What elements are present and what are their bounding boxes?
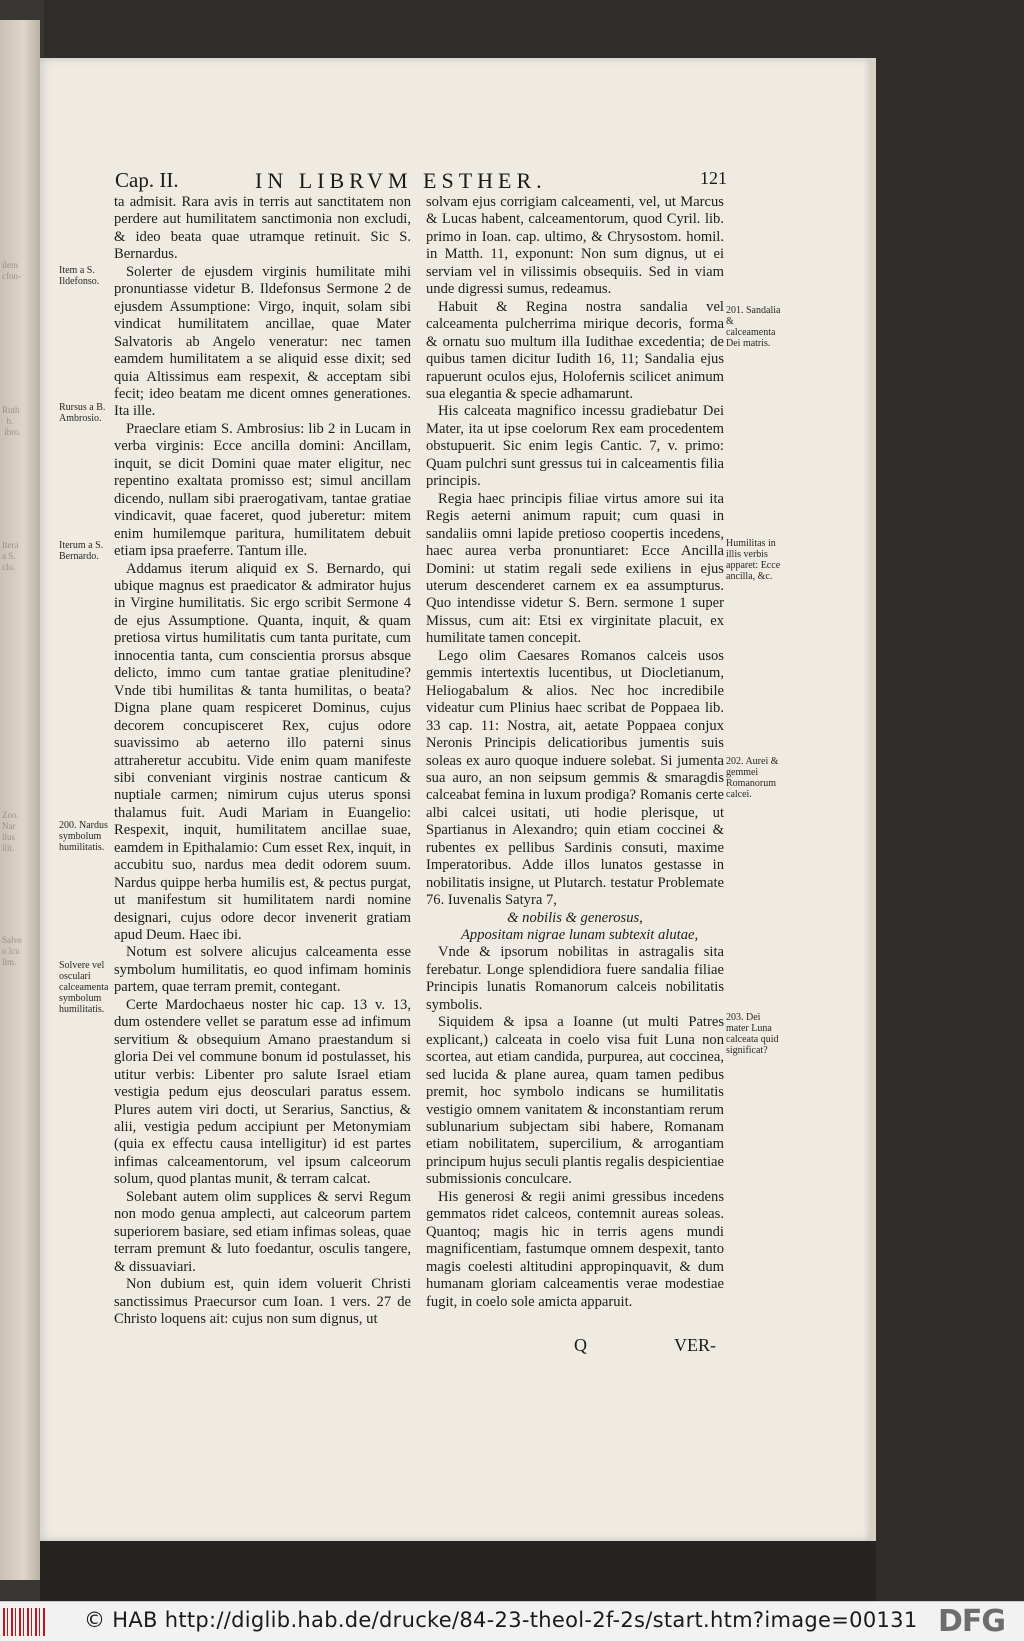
paragraph: Non dubium est, quin idem voluerit Christi sanctissimus Praecursor cum Ioan. 1 vers. 27 de Christo loquens ait: cujus non sum dignus, ut bbox=[114, 1276, 411, 1327]
margin-note: Humilitas in illis verbis apparet: Ecce ancilla, &c. bbox=[726, 538, 781, 582]
paragraph: Habuit & Regina nostra sandalia vel calceamenta pulcherrima mirique decoris, forma & ornatu suo multum illa Iudithae excedentia; de quibus tamen dicitur Iudith 16, 11; Sandalia ejus rapuerunt oculos ejus, Holofernis scilicet animum sua elegantia & specie adhamarunt. bbox=[426, 298, 724, 402]
chapter-label: Cap. II. bbox=[115, 168, 179, 192]
book-title: IN LIBRVM ESTHER. bbox=[255, 168, 547, 193]
paragraph: Vnde & ipsorum nobilitas in astragalis sita ferebatur. Longe splendidiora fuere sandalia filiae Principis lunatis Romanorum calceis nobilitatis symbolis. bbox=[426, 944, 724, 1013]
paragraph: Solerter de ejusdem virginis humilitate mihi pronuntiasse videtur B. Ildefonsus Sermone 2 de ejusdem Assumptione: Virgo, inquit, solam sibi vindicat humilitatem ancillae, quae Mater Salvatoris ab Angelo veneratur: nec tamen eamdem humilitatem a se aliquid esse dixit; sed quia Altissimus eam respexit, & acceptam sibi fecit; ideo beatam me dicent omnes generationes. Ita ille. bbox=[114, 263, 411, 420]
signature-mark: Q bbox=[574, 1335, 587, 1355]
paragraph: Certe Mardochaeus noster hic cap. 13 v. 13, dum ostendere vellet se paratum esse ad infimum servitium & obsequium Amano praestandum si gloria Dei vel commune bonum id postulasset, his utitur verbis: Libenter pro salute Israel etiam vestigia pedum ejus deosculari paratus essem. Plures autem viri docti, ut Serarius, Sanctius, & alii, vestigia pedum accipiunt per Metonymiam (quia ex effectu causa intelligitur) id est partes infimas calceamentorum, vel ipsum calceorum solum, quod plantas munit, & terram calcat. bbox=[114, 996, 411, 1188]
running-header bbox=[0, 168, 1024, 194]
right-text-column bbox=[426, 194, 724, 1311]
margin-note: Iterum a S. Bernardo. bbox=[59, 540, 104, 562]
catchword: VER- bbox=[674, 1335, 716, 1355]
margin-note: Item a S. Ildefonso. bbox=[59, 265, 100, 287]
paragraph: Regia haec principis filiae virtus amore sui ita Regis aeterni animum rapuit; cum quasi in sandaliis omni lapide pretioso coopertis incedens, haec aurea verba pronuntiaret: Ecce Ancilla Domini: ut statim regali sede exiliens in ejus uterum descenderet carnem ex ea assumpturus. Quo intendisse videtur S. Bern. sermone 1 super Missus, cum ait: Etsi ex virginitate placuit, ex humilitate tamen concepit. bbox=[426, 490, 724, 647]
paragraph: solvam ejus corrigiam calceamenti, vel, ut Marcus & Lucas habent, calceamentorum, quod Cyril. lib. primo in Ioan. cap. ultimo, & Chrysostom. homil. in Matth. 11, exponunt: Non sum dignus, ut ei serviam vel in vilissimis obsequiis. Sed in viam unde digressi sumus, redeamus. bbox=[426, 194, 724, 298]
paragraph: Lego olim Caesares Romanos calceis usos gemmis intertextis lucentibus, ut Diocletianum, Heliogabalum & alios. Nec hoc incredibile videatur cum Plinius haec scribat de Poppaea lib. 33 cap. 11: Nostra, ait, aetate Poppaea conjux Neronis Principis delicatioribus jumentis suis soleas ex auro quoque induere solebat. Si jumenta sua auro, an non seipsum gemmis & smaragdis calceabat femina in luxum prodiga? Romanis certe albi calcei usitati, uti hodie plerisque, ut Spartianus in Alexandro; quin etiam coccinei & rubentes ex pellibus Sardinis consuti, maxime Imperatoribus. Adde illos lunatos gestasse in nobilitatis insigne, ut Plutarch. testatur Problemate 76. Iuvenalis Satyra 7, bbox=[426, 647, 724, 909]
verse-line: Appositam nigrae lunam subtexit alutae, bbox=[461, 927, 699, 944]
previous-page-edge: ilem cfon- Ruth b. ibro. Itera a S. clo. Zoo. Nar ilus ilit. Salve o lcu lim. bbox=[0, 20, 40, 1580]
paragraph: Addamus iterum aliquid ex S. Bernardo, qui ubique magnus est praedicator & admirator hujus in Virgine humilitatis. Sic ergo scribit Sermone 4 de ejus Assumptione. Quanta, inquit, & quam pretiosa virtus humilitatis cum tanta puritate, cum innocentia tanta, cum conscientia prorsus absque delicto, immo cum tantae gratiae plenitudine? Vnde tibi humilitas & tanta humilitas, o beata? Digna plane quam respiceret Dominus, cujus decorem concupisceret Rex, cujus odore suavissimo ab aeterno illo paterni sinus attraheretur accubitu. Vide enim quam manifeste sibi conveniant virginis nostrae canticum & nuptiale carmen; nimirum cujus uterus sponsi thalamus fuit. Audi Mariam in Euangelio: Respexit, inquit, humilitatem ancillae suae, eamdem in Epithalamio: Cum esset Rex, inquit, in accubitu suo, nardus mea dedit odorem suum. Nardus quippe herba humilis est, & pectus purgat, ut manifestum sit humilitatem nardi nomine designari, cujus odore decor invenerit gratiam apud Deum. Haec ibi. bbox=[114, 560, 411, 944]
page-number: 121 bbox=[700, 168, 727, 188]
verse-line: & nobilis & generosus, bbox=[507, 909, 643, 926]
margin-note: 202. Aurei & gemmei Romanorum calcei. bbox=[726, 756, 779, 800]
paragraph: Praeclare etiam S. Ambrosius: lib 2 in Lucam in verba virginis: Ecce ancilla domini: Ancillam, inquit, se dicit Domini quae mater eligitur, nec repentino exaltata promisso est; simul ancillam dicendo, nullam sibi praerogativam, tantae gratiae vindicavit, quae faceret, quod juberetur: mitem enim humilemque paritura, humilitatem debuit etiam ipsa praeferre. Tantum ille. bbox=[114, 420, 411, 560]
left-text-column bbox=[114, 194, 411, 1328]
margin-note: Solvere vel osculari calceamenta symbolum humilitatis. bbox=[59, 960, 109, 1015]
paragraph: His generosi & regii animi gressibus incedens gemmatos ridet calceos, contemnit aureas soleas. Quantoq; magis hic in terris agens mundi magnificentiam, fastumque omnem despexit, tanto magis coelesti altitudini appropinquavit, & dum humanam gloriam calceamentis verae modestiae fugit, in coelo sole amicta apparuit. bbox=[426, 1188, 724, 1310]
source-url[interactable]: © HAB http://diglib.hab.de/drucke/84-23-theol-2f-2s/start.htm?image=00131 bbox=[84, 1608, 918, 1632]
margin-note: Rursus a B. Ambrosio. bbox=[59, 402, 106, 424]
paragraph: His calceata magnifico incessu gradiebatur Dei Mater, ita ut ipse coelorum Rex eam procedentem obstupuerit. Sic enim legis Cantic. 7, v. primo: Quam pulchri sunt gressus tui in calceamentis filia principis. bbox=[426, 403, 724, 490]
hab-barcode-icon bbox=[3, 1608, 45, 1636]
page-bottom-shadow bbox=[40, 1541, 876, 1601]
paragraph: ta admisit. Rara avis in terris aut sanctitatem non perdere aut humilitatem sanctimonia non excludi, & ideo beata quae utramque retinuit. Sic S. Bernardus. bbox=[114, 194, 411, 263]
paragraph: Solebant autem olim supplices & servi Regum non modo genua amplecti, aut calceorum partem superiorem basiare, sed etiam infimas soleas, quae terram premunt & luto foedantur, osculis tangere, & dissuaviari. bbox=[114, 1188, 411, 1275]
paragraph: Siquidem & ipsa a Ioanne (ut multi Patres explicant,) calceata in coelo visa fuit Luna non scortea, aut etiam candida, purpurea, aut coccinea, sed lucida & plane aurea, quam tamen pedibus premit, hoc symbolo indicans se humilitatis vestigio omnem vanitatem & inconstantiam rerum sublunarium subjectam sibi habere, Romanam etiam nobilitatem, supercilium, & arrogantiam principum hujus seculi plantis regalis despicientiae submissionis conculcare. bbox=[426, 1014, 724, 1188]
footer-bar bbox=[0, 1601, 1024, 1641]
dfg-logo: DFG bbox=[938, 1604, 1006, 1639]
margin-note: 200. Nardus symbolum humilitatis. bbox=[59, 820, 108, 853]
margin-note: 203. Dei mater Luna calceata quid significat? bbox=[726, 1012, 779, 1056]
margin-note: 201. Sandalia & calceamenta Dei matris. bbox=[726, 305, 781, 349]
paragraph: Notum est solvere alicujus calceamenta esse symbolum humilitatis, eo quod infimam hominis partem, quae terram premit, contegant. bbox=[114, 944, 411, 996]
